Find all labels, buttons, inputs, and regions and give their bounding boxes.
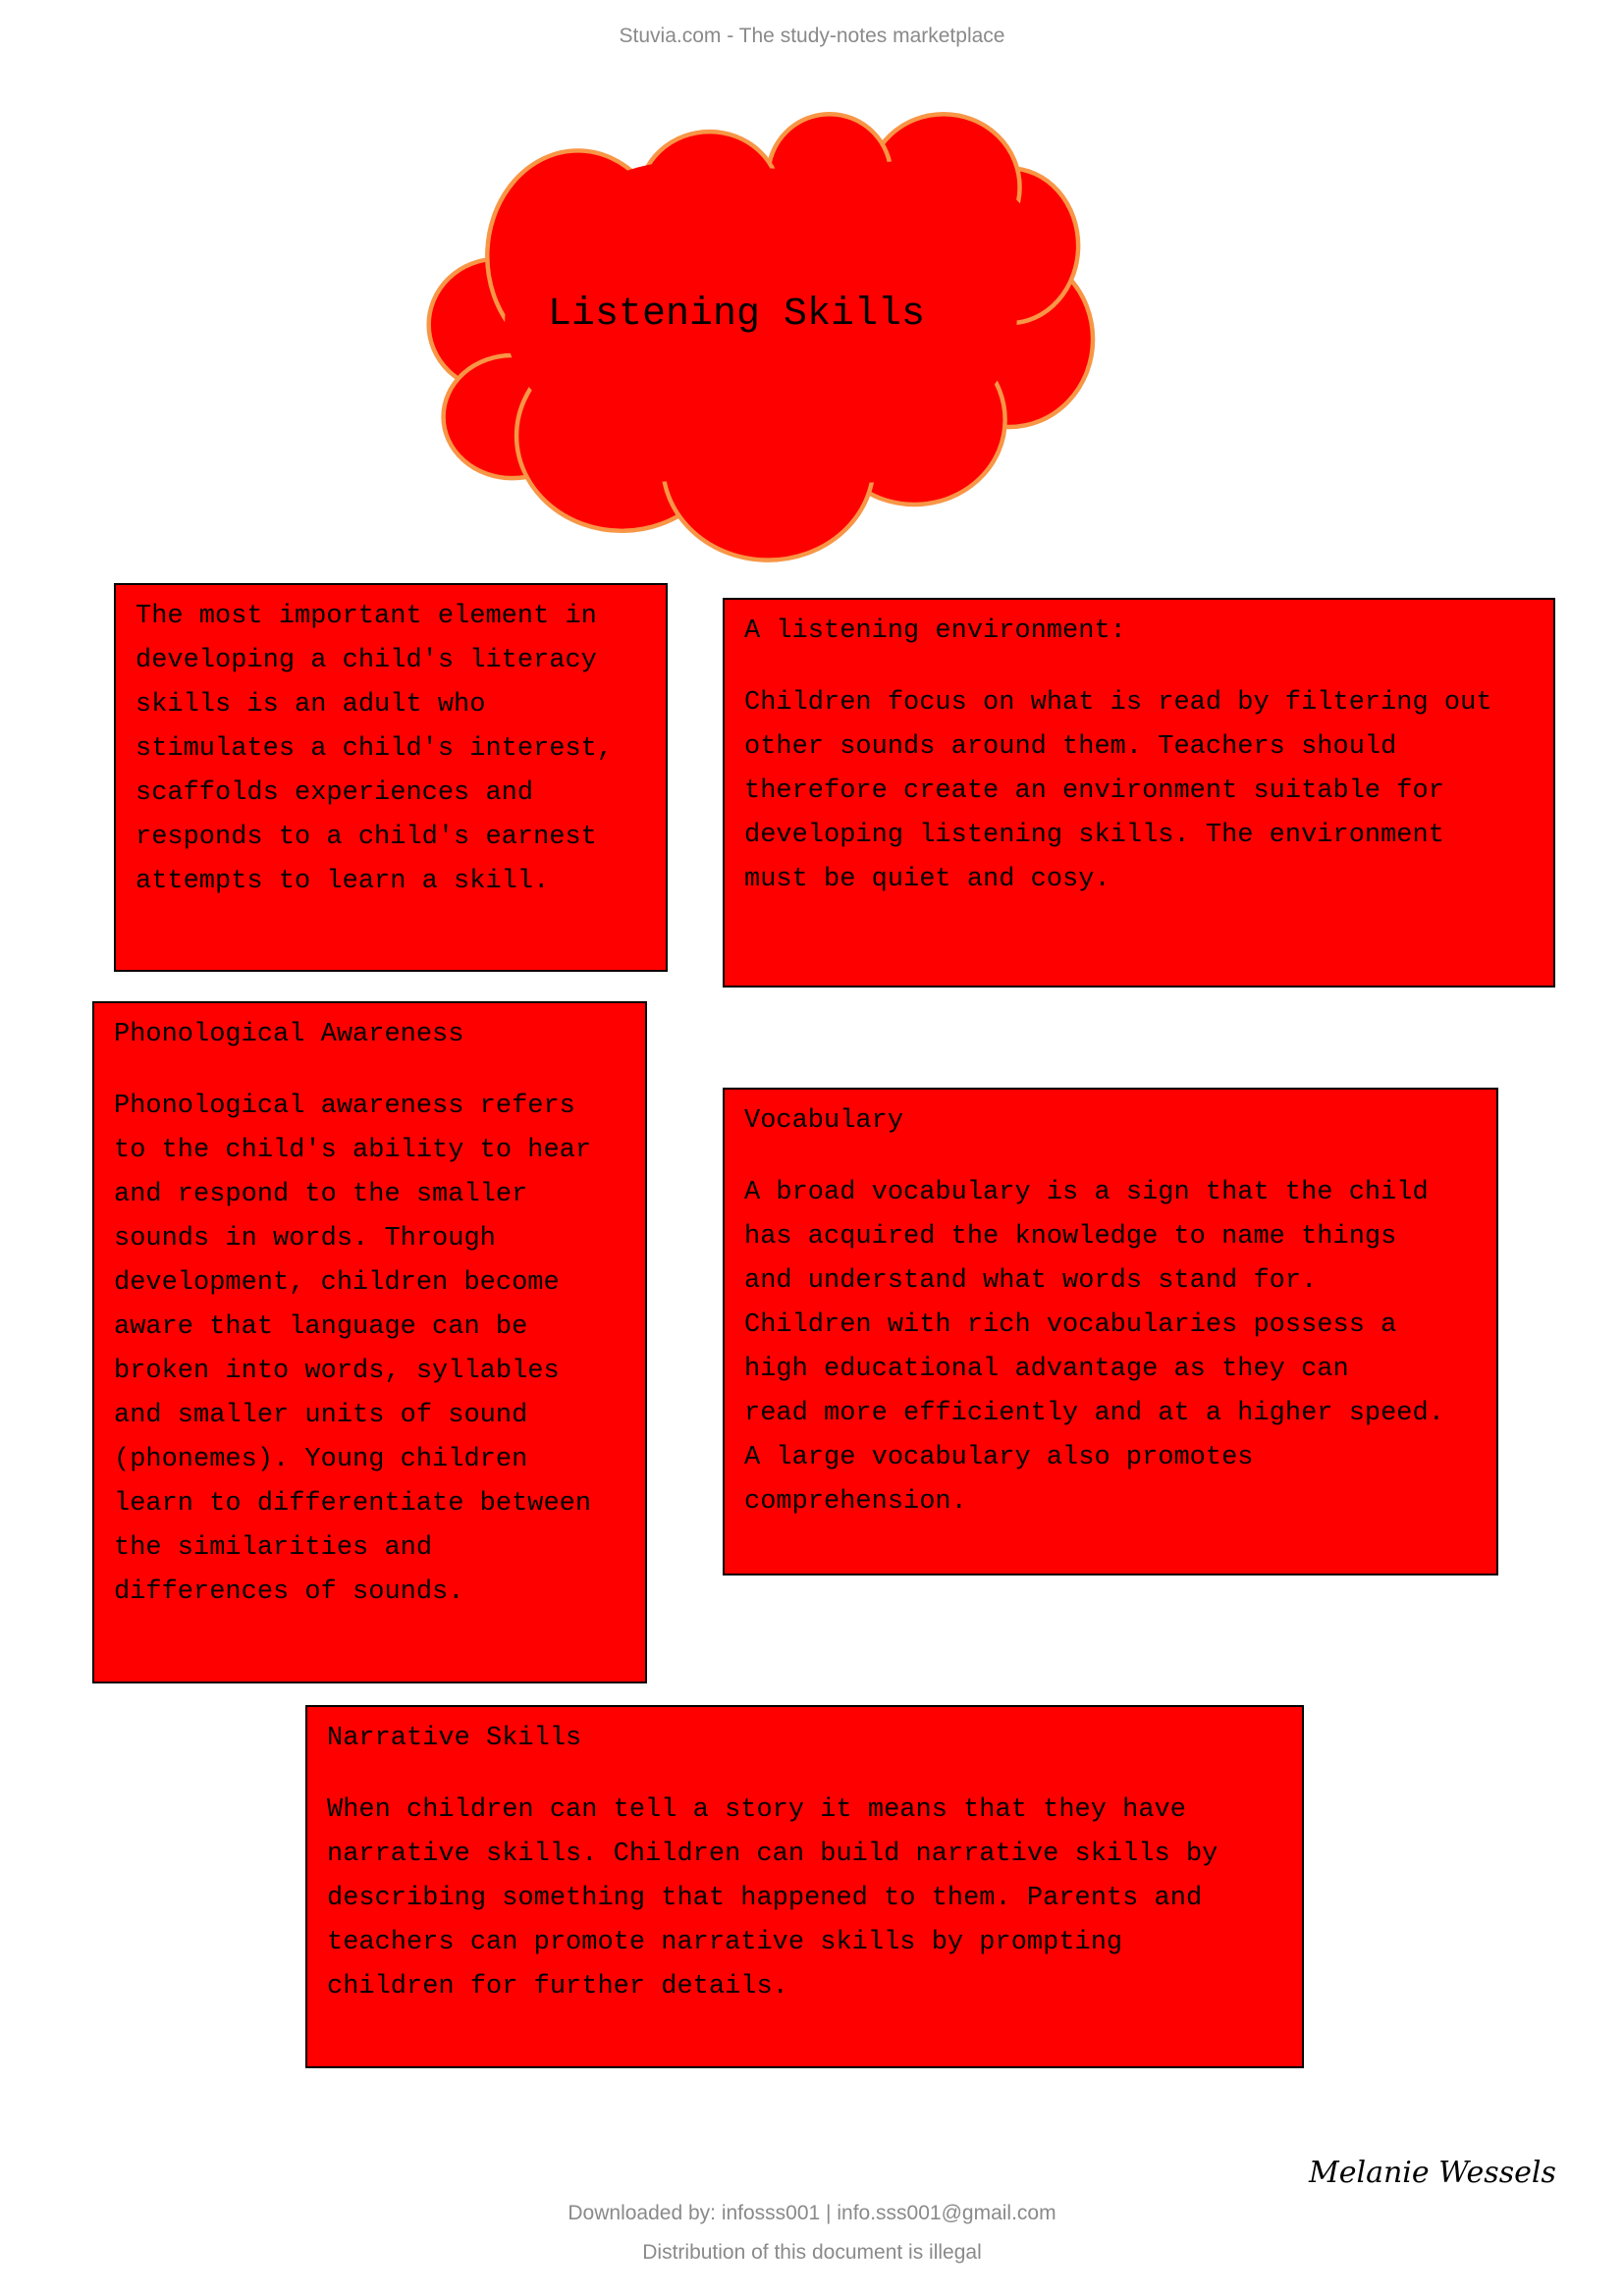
narrative-skills-box xyxy=(305,1705,1304,2068)
download-info: Downloaded by: infosss001 | info.sss001@gmail.com xyxy=(568,2202,1056,2224)
box-body: A broad vocabulary is a sign that the child has acquired the knowledge to name things and understand what words stand for. Children with rich vocabularies possess a high educational advantage as they can read more efficiently and at a higher speed. A large vocabulary also promotes comprehension. xyxy=(744,1178,1444,1517)
box-heading: Vocabulary xyxy=(744,1106,904,1136)
vocabulary-box xyxy=(723,1088,1498,1575)
site-header: Stuvia.com - The study-notes marketplace xyxy=(619,25,1005,47)
listening-environment-box xyxy=(723,598,1555,988)
distribution-notice: Distribution of this document is illegal xyxy=(642,2241,982,2264)
cloud-title: Listening Skills xyxy=(547,293,926,337)
box-heading: A listening environment: xyxy=(744,616,1126,646)
box-body: Phonological awareness refers to the child's ability to hear and respond to the smaller sounds in words. Through development, children become aware that language can be broken into words, syllables and smaller units of sound (phonemes). Young children learn to differentiate between the similarities and differences of sounds. xyxy=(114,1092,592,1607)
intro-box xyxy=(114,583,668,972)
box-heading: Narrative Skills xyxy=(327,1724,582,1753)
intro-text: The most important element in developing a child's literacy skills is an adult who stimulates a child's interest, scaffolds experiences and responds to a child's earnest attempts to learn a skill. xyxy=(135,602,614,896)
box-heading: Phonological Awareness xyxy=(114,1020,464,1049)
box-body: When children can tell a story it means that they have narrative skills. Children can build narrative skills by describing something that happened to them. Parents and teachers can promote narrative skills by prompting children for further details. xyxy=(327,1795,1218,2002)
phonological-awareness-box xyxy=(92,1001,647,1683)
author-signature: Melanie Wessels xyxy=(1309,2156,1556,2190)
box-body: Children focus on what is read by filtering out other sounds around them. Teachers should therefore create an environment suitable for developing listening skills. The environment must be quiet and cosy. xyxy=(744,688,1492,894)
